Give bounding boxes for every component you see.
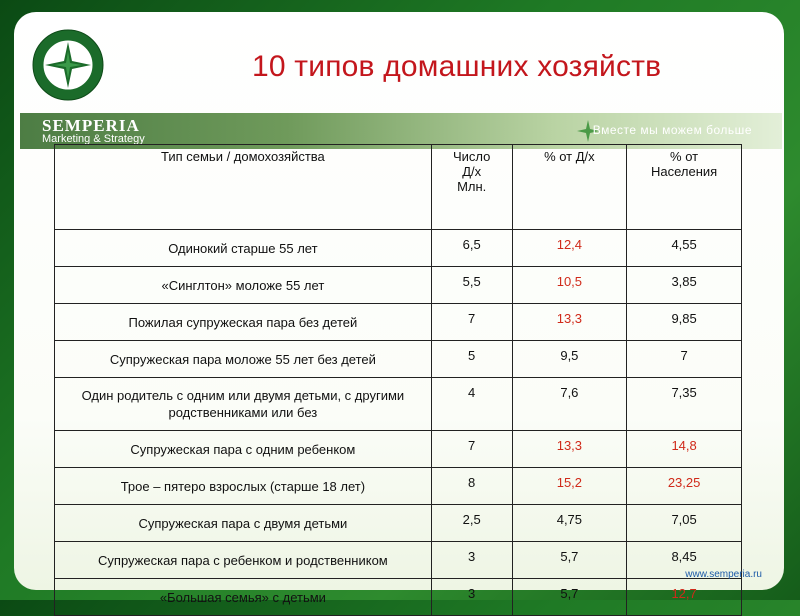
cell-pct-households: 9,5 <box>512 341 627 378</box>
cell-count: 5 <box>431 341 512 378</box>
cell-pct-households: 4,75 <box>512 505 627 542</box>
cell-type: «Большая семья» с детьми <box>55 579 432 616</box>
cell-pct-population: 8,45 <box>627 542 742 579</box>
table-header-row <box>55 145 742 230</box>
cell-type: Супружеская пара с одним ребенком <box>55 431 432 468</box>
cell-pct-households: 13,3 <box>512 431 627 468</box>
cell-pct-population: 7,05 <box>627 505 742 542</box>
brand-tagline: Вместе мы можем больше <box>592 123 752 137</box>
header-pct-population-label: % от Населения <box>650 149 718 179</box>
cell-type: Супружеская пара моложе 55 лет без детей <box>55 341 432 378</box>
table-row <box>55 542 742 579</box>
semperia-logo <box>32 29 104 101</box>
cell-pct-households: 10,5 <box>512 267 627 304</box>
page-title: 10 типов домашних хозяйств <box>252 50 662 83</box>
cell-type: Пожилая супружеская пара без детей <box>55 304 432 341</box>
cell-type: «Синглтон» моложе 55 лет <box>55 267 432 304</box>
cell-count: 8 <box>431 468 512 505</box>
cell-pct-households: 12,4 <box>512 230 627 267</box>
footer-url[interactable]: www.semperia.ru <box>685 569 762 580</box>
cell-pct-population: 7,35 <box>627 378 742 431</box>
brand-subtitle: Marketing & Strategy <box>42 133 145 145</box>
cell-pct-households: 5,7 <box>512 542 627 579</box>
cell-pct-population: 9,85 <box>627 304 742 341</box>
brand-name: SEMPERIA <box>42 116 140 135</box>
table-row <box>55 378 742 431</box>
cell-pct-households: 5,7 <box>512 579 627 616</box>
cell-type: Супружеская пара с ребенком и родственником <box>55 542 432 579</box>
slide <box>14 12 784 605</box>
header-count-label: Число Д/х Млн. <box>452 149 491 194</box>
cell-pct-population: 23,25 <box>627 468 742 505</box>
header-type: Тип семьи / домохозяйства <box>55 145 432 230</box>
cell-pct-population: 3,85 <box>627 267 742 304</box>
cell-pct-households: 13,3 <box>512 304 627 341</box>
table-row <box>55 505 742 542</box>
households-table <box>54 144 742 616</box>
cell-pct-population: 7 <box>627 341 742 378</box>
cell-count: 5,5 <box>431 267 512 304</box>
cell-count: 3 <box>431 579 512 616</box>
header-count <box>431 145 512 230</box>
cell-pct-population: 14,8 <box>627 431 742 468</box>
cell-count: 4 <box>431 378 512 431</box>
table-row <box>55 230 742 267</box>
table-row <box>55 341 742 378</box>
cell-pct-population: 4,55 <box>627 230 742 267</box>
cell-type: Один родитель с одним или двумя детьми, с другими родственниками или без <box>55 378 432 431</box>
header-pct-population <box>627 145 742 230</box>
cell-count: 6,5 <box>431 230 512 267</box>
cell-count: 7 <box>431 431 512 468</box>
cell-count: 2,5 <box>431 505 512 542</box>
table-row <box>55 304 742 341</box>
header-pct-households <box>512 145 627 230</box>
cell-type: Супружеская пара с двумя детьми <box>55 505 432 542</box>
cell-count: 7 <box>431 304 512 341</box>
table-row <box>55 431 742 468</box>
cell-count: 3 <box>431 542 512 579</box>
cell-type: Трое – пятеро взрослых (старше 18 лет) <box>55 468 432 505</box>
cell-pct-population: 12,7 <box>627 579 742 616</box>
cell-pct-households: 15,2 <box>512 468 627 505</box>
table-row <box>55 579 742 616</box>
table-row <box>55 267 742 304</box>
cell-pct-households: 7,6 <box>512 378 627 431</box>
header-pct-households-label: % от Д/х <box>544 149 595 164</box>
cell-type: Одинокий старше 55 лет <box>55 230 432 267</box>
table-row <box>55 468 742 505</box>
